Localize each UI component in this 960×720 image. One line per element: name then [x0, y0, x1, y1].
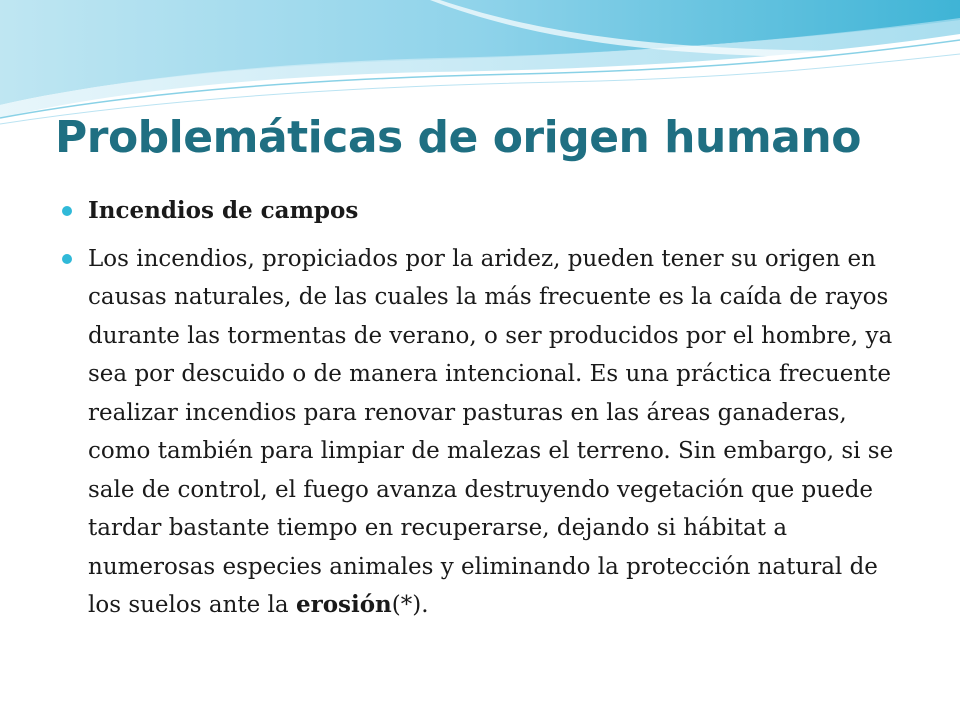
bullet-list: [62, 192, 912, 634]
bullet-emphasis: erosión: [295, 591, 392, 618]
bullet-suffix: (*).: [391, 592, 429, 618]
bullet-dot-icon: [62, 254, 72, 264]
bullet-text: Incendios de campos: [88, 197, 359, 224]
slide-title: Problemáticas de origen humano: [55, 112, 861, 163]
bullet-dot-icon: [62, 206, 72, 216]
bullet-item-paragraph: [62, 240, 912, 625]
bullet-text: Los incendios, propiciados por la aridez, pueden tener su origen en causas naturales, de las cuales la más frecuente es la caída de rayos durante las tormentas de verano, o ser producidos por el hombre, ya sea por descuido o de manera intencional. Es una práctica frecuente realizar incendios para renovar pasturas en las áreas ganaderas, como también para limpiar de malezas el terreno. Sin embargo, si se sale de control, el fuego avanza destruyendo vegetación que puede tardar bastante tiempo en recuperarse, dejando si hábitat a numerosas especies animales y eliminando la protección natural de los suelos ante la: [88, 245, 894, 618]
bullet-item-heading: [62, 192, 912, 231]
